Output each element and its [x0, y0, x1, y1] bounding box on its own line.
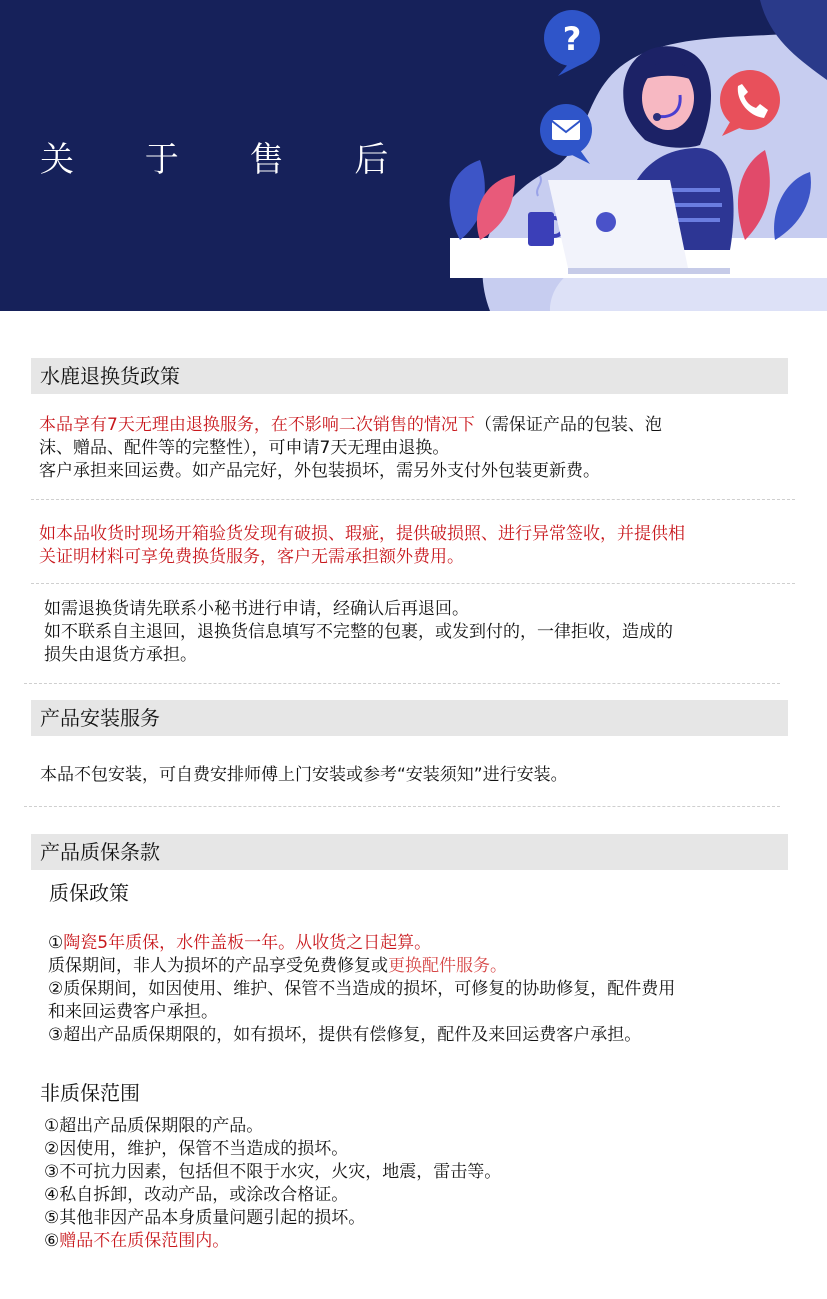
item1b-text: 质保期间，非人为损坏的产品享受免费修复或	[48, 956, 388, 976]
returns-p1-line3: 客户承担来回运费。如产品完好，外包装损坏，需另外支付外包装更新费。	[39, 461, 600, 481]
item6-number: ⑥	[44, 1231, 60, 1251]
divider	[24, 806, 780, 807]
warranty-period-highlight: 陶瓷5年质保，水件盖板一年。从收货之日起算。	[63, 933, 432, 953]
list-item: ③不可抗力因素，包括但不限于水灾，火灾，地震，雷击等。	[44, 1162, 502, 1182]
divider	[31, 583, 795, 584]
returns-p1-rest: （需保证产品的包装、泡	[474, 415, 662, 435]
returns-p3-line3: 损失由退货方承担。	[44, 645, 197, 665]
returns-p2-line2: 关证明材料可享免费换货服务，客户无需承担额外费用。	[39, 547, 464, 567]
warranty-policy-list	[48, 932, 808, 1047]
returns-paragraph-2	[39, 523, 809, 569]
item2-line2: 和来回运费客户承担。	[48, 1002, 218, 1022]
returns-paragraph-1	[39, 414, 799, 483]
customer-service-illustration	[430, 0, 827, 311]
divider	[24, 683, 780, 684]
install-text: 本品不包安装，可自费安排师傅上门安装或参考“安装须知”进行安装。	[40, 765, 568, 785]
list-item: ④私自拆卸，改动产品，或涂改合格证。	[44, 1185, 349, 1205]
non-warranty-list	[44, 1115, 804, 1253]
divider	[31, 499, 795, 500]
item1-number: ①	[48, 933, 64, 953]
returns-policy-heading: 水鹿退换货政策	[31, 358, 788, 394]
non-warranty-title: 非质保范围	[40, 1081, 140, 1105]
item3: ③超出产品质保期限的，如有损坏，提供有偿修复，配件及来回运费客户承担。	[48, 1025, 642, 1045]
returns-paragraph-3	[44, 598, 804, 667]
returns-p3-line2: 如不联系自主退回，退换货信息填写不完整的包裹，或发到付的，一律拒收，造成的	[44, 622, 673, 642]
list-item: ①超出产品质保期限的产品。	[44, 1116, 264, 1136]
svg-text:?: ?	[562, 20, 582, 58]
header-banner	[0, 0, 827, 311]
returns-p2-line1: 如本品收货时现场开箱验货发现有破损、瑕疵，提供破损照、进行异常签收，并提供相	[39, 524, 685, 544]
list-item: ⑤其他非因产品本身质量问题引起的损坏。	[44, 1208, 366, 1228]
returns-7day-highlight: 本品享有7天无理由退换服务，在不影响二次销售的情况下	[39, 415, 475, 435]
warranty-terms-heading: 产品质保条款	[31, 834, 788, 870]
returns-p1-line2: 沫、赠品、配件等的完整性），可申请7天无理由退换。	[39, 438, 450, 458]
gift-exclusion-highlight: 赠品不在质保范围内。	[59, 1231, 230, 1251]
page-title: 关 于 售 后	[40, 140, 419, 180]
warranty-policy-title: 质保政策	[49, 881, 129, 905]
list-item: ②因使用，维护，保管不当造成的损坏。	[44, 1139, 349, 1159]
replace-parts-highlight: 更换配件服务。	[388, 956, 507, 976]
item2-line1: ②质保期间，如因使用、维护、保管不当造成的损坏，可修复的协助修复，配件费用	[48, 979, 676, 999]
install-service-heading: 产品安装服务	[31, 700, 788, 736]
returns-p3-line1: 如需退换货请先联系小秘书进行申请，经确认后再退回。	[44, 599, 469, 619]
